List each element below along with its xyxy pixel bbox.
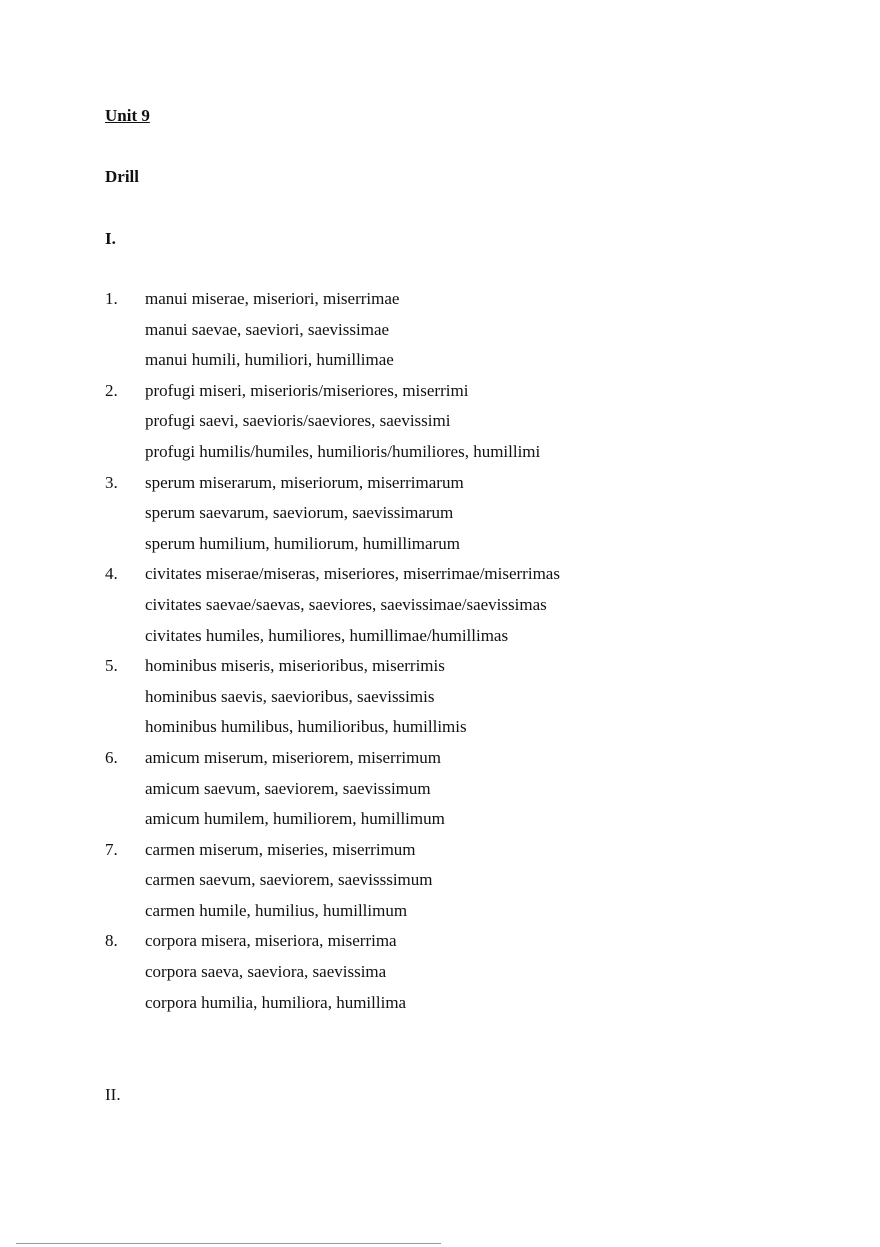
item-line: corpora misera, miseriora, miserrima [145,931,397,951]
item-line: sperum humilium, humiliorum, humillimarum [145,533,460,553]
item-line: civitates saevae/saevas, saeviores, saevissimae/saevissimas [145,594,547,614]
list-item [105,656,805,748]
item-line: hominibus miseris, miserioribus, miserrimis [145,656,445,676]
item-line: amicum miserum, miseriorem, miserrimum [145,747,442,767]
list-item [105,473,805,565]
item-line: hominibus humilibus, humilioribus, humillimis [145,717,467,737]
item-number: 3. [105,472,118,492]
list-item [105,840,805,932]
unit-title: Unit 9 [105,106,150,125]
item-line: manui miserae, miseriori, miserrimae [145,289,400,308]
item-number: 4. [105,564,118,584]
item-line: carmen humile, humilius, humillimum [145,900,408,920]
item-number: 5. [105,656,118,676]
item-number: 7. [105,839,118,859]
item-line: corpora humilia, humiliora, humillima [145,992,407,1012]
item-line: civitates humiles, humiliores, humillimae/humillimas [145,625,509,645]
list-item [105,748,805,840]
list-item [105,931,805,1023]
list-item [105,381,805,473]
item-line: profugi saevi, saevioris/saeviores, saevissimi [145,411,451,431]
item-line: hominibus saevis, saevioribus, saevissimis [145,686,435,706]
item-line: profugi humilis/humiles, humilioris/humiliores, humillimi [145,441,541,461]
section-two-heading: II. [105,1085,121,1104]
footnote-divider [16,1243,441,1244]
item-number: 1. [105,289,118,308]
item-line: manui saevae, saeviori, saevissimae [145,319,390,339]
item-line: carmen saevum, saeviorem, saevisssimum [145,870,433,890]
drill-heading: Drill [105,167,139,186]
item-line: civitates miserae/miseras, miseriores, miserrimae/miserrimas [145,564,560,584]
list-item [105,564,805,656]
item-line: amicum humilem, humiliorem, humillimum [145,809,445,829]
item-line: profugi miseri, miserioris/miseriores, miserrimi [145,380,469,400]
item-line: sperum miserarum, miseriorum, miserrimarum [145,472,464,492]
item-line: carmen miserum, miseries, miserrimum [145,839,416,859]
section-one-heading: I. [105,229,116,248]
item-line: manui humili, humiliori, humillimae [145,350,394,370]
item-number: 8. [105,931,118,951]
drill-list [105,289,805,1023]
item-number: 6. [105,747,118,767]
item-line: sperum saevarum, saeviorum, saevissimarum [145,503,454,523]
item-number: 2. [105,380,118,400]
item-line: corpora saeva, saeviora, saevissima [145,962,387,982]
list-item [105,289,805,381]
item-line: amicum saevum, saeviorem, saevissimum [145,778,431,798]
